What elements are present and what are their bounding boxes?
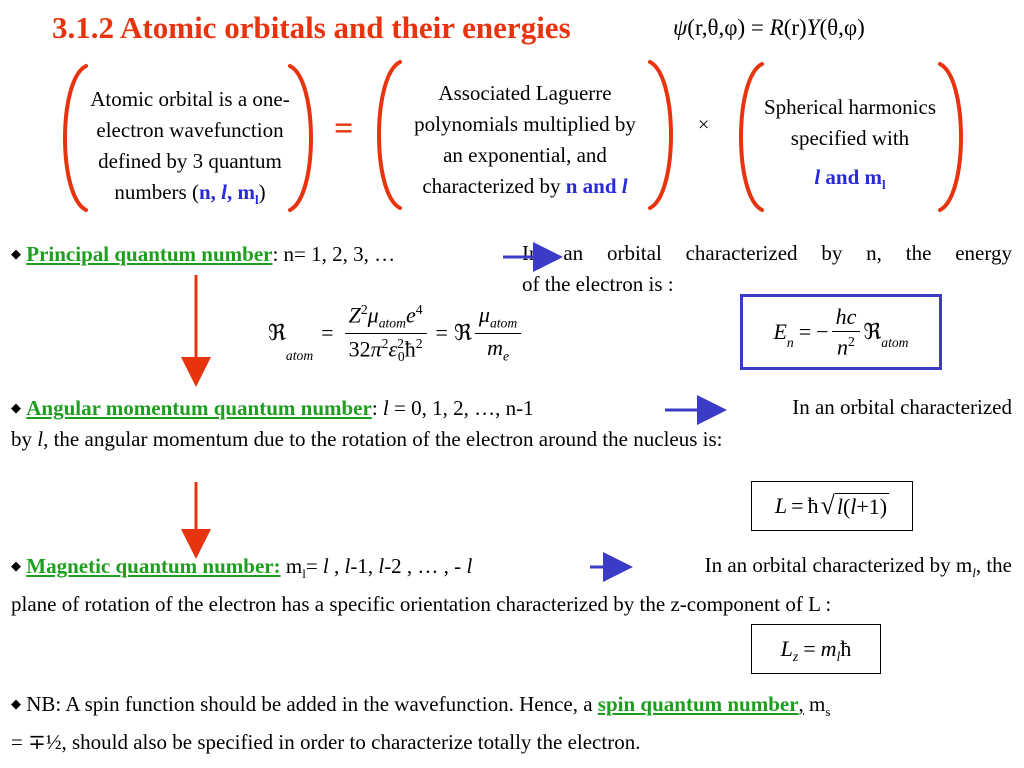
bullet-icon: ◆ — [11, 400, 21, 415]
magnetic-label: Magnetic quantum number: — [26, 554, 281, 578]
right-line-2: specified with — [790, 126, 910, 150]
left-line-2: electron wavefunction — [96, 118, 284, 142]
principal-values: : n= 1, 2, 3, … — [272, 242, 396, 266]
big-equals-sign: = — [334, 110, 354, 147]
rydberg-equation: ℜ atom = $\frac{Z^2\mu_{atom}e^4}{32\pi^2\varepsilon^2_0ħ^2}$ = ℜ $\frac{\mu_{atom}}{m_e}$ — [268, 302, 524, 364]
angular-line: ◆ Angular momentum quantum number: l = 0, 1, 2, …, n-1 In an orbital characterized by l, the angular momentum due to the rotation of the electron around the nucleus is: — [11, 392, 1012, 455]
rydberg-fraction: $\frac{Z^2\mu_{atom}e^4}{32\pi^2\varepsilon^2_0ħ^2}$ — [345, 302, 427, 364]
left-line-3: defined by 3 quantum — [98, 149, 282, 173]
magnetic-line-2: plane of rotation of the electron has a specific orientation characterized by the z-component of L : — [11, 592, 832, 617]
left-line-4: numbers (n, l, $m_l$) — [114, 180, 266, 208]
bullet-icon: ◆ — [11, 246, 21, 261]
right-line-1: Spherical harmonics — [763, 95, 937, 119]
nb-note: ◆ NB: A spin function should be added in the wavefunction. Hence, a spin quantum number, $m_s$ = ∓½, should also be specified in order to characterize totally the electron. — [11, 688, 1016, 758]
psi-symbol: ψ — [673, 15, 688, 40]
lz-formula-box: L $_z$ = m $_l$ ħ — [751, 624, 881, 674]
middle-line-4: characterized by n and l — [422, 174, 628, 198]
times-sign: × — [698, 114, 710, 136]
radial-args: (r) — [783, 15, 807, 40]
principal-label: Principal quantum number — [26, 242, 273, 266]
nb-line-2: = ∓½, should also be specified in order to characterize totally the electron. — [11, 730, 641, 755]
angular-label: Angular momentum quantum number — [26, 396, 372, 420]
bullet-icon: ◆ — [11, 696, 21, 711]
radial-symbol: R — [769, 15, 784, 40]
angular-momentum-formula-box: L = ħ √ l(l+1) — [751, 481, 913, 531]
middle-line-2: polynomials multiplied by — [414, 112, 636, 136]
harmonic-args: (θ,φ) — [819, 15, 865, 40]
left-line-1: Atomic orbital is a one- — [90, 87, 290, 111]
equals-sign: = — [750, 15, 764, 40]
middle-line-1: Associated Laguerre — [438, 81, 612, 105]
principal-desc-line-2: of the electron is : — [522, 272, 674, 296]
energy-formula-box: E $_n$ = − $\frac{hc}{n^2}$ ℜ $_{atom}$ — [740, 294, 942, 370]
slide-title: 3.1.2 Atomic orbitals and their energies — [52, 10, 571, 45]
psi-args: (r,θ,φ) — [687, 15, 746, 40]
spin-label: spin quantum number — [597, 692, 799, 716]
angular-line-2: by l, the angular momentum due to the rotation of the electron around the nucleus is: — [11, 427, 723, 451]
l-label: l — [221, 180, 227, 204]
principal-desc-line-1: In an orbital characterized by n, the energy — [522, 241, 1012, 265]
ml-label: m — [237, 180, 255, 204]
n-label: n, — [198, 180, 216, 204]
right-line-3: l and $m_l$ — [814, 165, 886, 193]
middle-line-3: an exponential, and — [443, 143, 607, 167]
bullet-icon: ◆ — [11, 558, 21, 573]
harmonic-symbol: Y — [806, 15, 820, 40]
magnetic-line: ◆ Magnetic quantum number: $m_l= l$ , l-1, l-2 , … , - l In an orbital characterized by $m_l$, the plane of rotation of the electron has a specific orientation characterized by the z-component of L : — [11, 550, 1012, 620]
sqrt-symbol: √ — [820, 491, 835, 520]
angular-desc-right: In an orbital characterized — [792, 395, 1012, 419]
